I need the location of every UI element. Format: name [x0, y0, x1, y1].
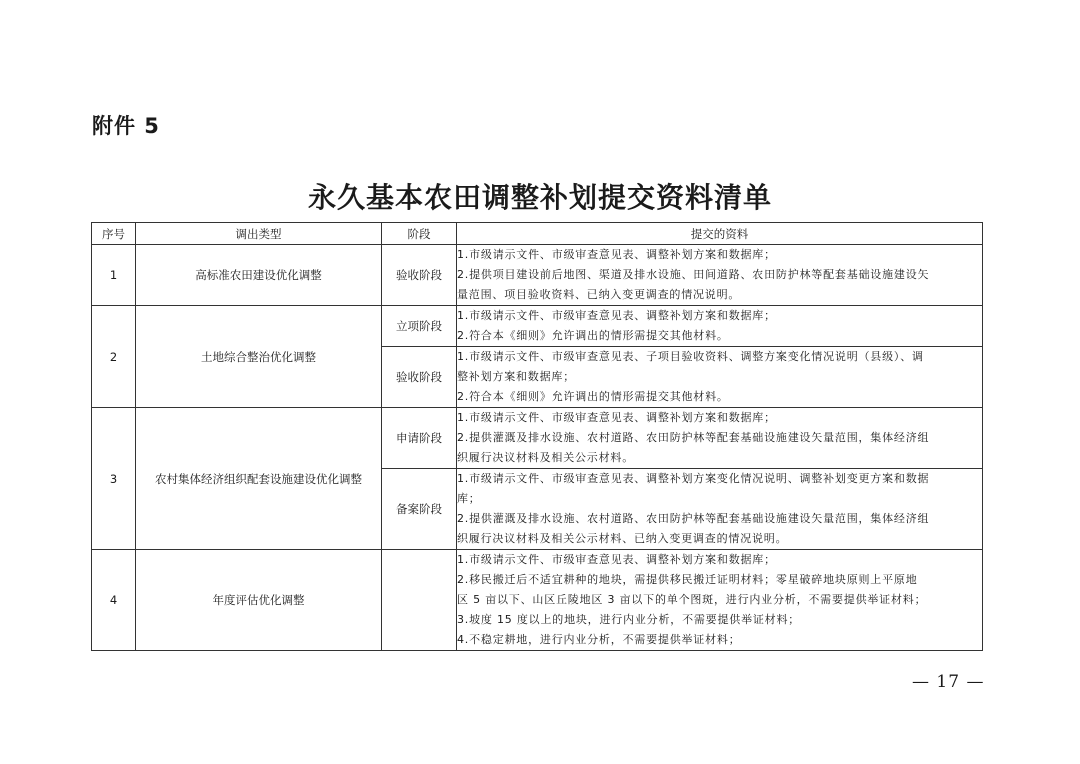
material-line: 1.市级请示文件、市级审查意见表、调整补划方案变化情况说明、调整补划变更方案和数据 [457, 472, 930, 485]
row-number: 3 [92, 408, 136, 550]
material-line: 1.市级请示文件、市级审查意见表、调整补划方案和数据库； [457, 309, 776, 322]
row-type: 农村集体经济组织配套设施建设优化调整 [136, 408, 382, 550]
table-row [92, 245, 983, 306]
material-line: 1.市级请示文件、市级审查意见表、调整补划方案和数据库； [457, 553, 776, 566]
row-materials [457, 347, 983, 408]
material-line: 量范围、项目验收资料、已纳入变更调查的情况说明。 [457, 288, 741, 301]
row-materials [457, 408, 983, 469]
row-stage: 申请阶段 [382, 408, 457, 469]
material-line: 织履行决议材料及相关公示材料。 [457, 451, 634, 464]
material-line: 2.移民搬迁后不适宜耕种的地块，需提供移民搬迁证明材料；零星破碎地块原则上平原地 [457, 573, 918, 586]
table-row [92, 408, 983, 469]
row-type: 土地综合整治优化调整 [136, 306, 382, 408]
materials-table [91, 222, 983, 651]
header-type: 调出类型 [136, 223, 382, 245]
material-line: 1.市级请示文件、市级审查意见表、调整补划方案和数据库； [457, 411, 776, 424]
row-materials [457, 306, 983, 347]
material-line: 2.提供灌溉及排水设施、农村道路、农田防护林等配套基础设施建设矢量范围，集体经济组 [457, 512, 930, 525]
row-stage: 立项阶段 [382, 306, 457, 347]
row-number: 1 [92, 245, 136, 306]
row-number: 4 [92, 550, 136, 651]
header-materials: 提交的资料 [457, 223, 983, 245]
material-line: 4.不稳定耕地，进行内业分析，不需要提供举证材料； [457, 633, 741, 646]
row-type: 年度评估优化调整 [136, 550, 382, 651]
material-line: 2.符合本《细则》允许调出的情形需提交其他材料。 [457, 390, 729, 403]
table-row [92, 306, 983, 347]
material-line: 1.市级请示文件、市级审查意见表、调整补划方案和数据库； [457, 248, 776, 261]
material-line: 整补划方案和数据库； [457, 370, 575, 383]
row-stage: 验收阶段 [382, 347, 457, 408]
row-materials [457, 550, 983, 651]
row-type: 高标准农田建设优化调整 [136, 245, 382, 306]
material-line: 1.市级请示文件、市级审查意见表、子项目验收资料、调整方案变化情况说明（县级）、调 [457, 350, 924, 363]
row-stage: 验收阶段 [382, 245, 457, 306]
table-row [92, 550, 983, 651]
row-stage [382, 550, 457, 651]
material-line: 库； [457, 492, 481, 505]
attachment-label: 附件 5 [92, 114, 160, 138]
row-materials [457, 245, 983, 306]
row-materials [457, 469, 983, 550]
document-title: 永久基本农田调整补划提交资料清单 [307, 181, 772, 214]
header-stage: 阶段 [382, 223, 457, 245]
material-line: 3.坡度 15 度以上的地块，进行内业分析，不需要提供举证材料； [457, 613, 801, 626]
material-line: 2.提供项目建设前后地图、渠道及排水设施、田间道路、农田防护林等配套基础设施建设矢 [457, 268, 930, 281]
table-header-row [92, 223, 983, 245]
material-line: 2.符合本《细则》允许调出的情形需提交其他材料。 [457, 329, 729, 342]
material-line: 2.提供灌溉及排水设施、农村道路、农田防护林等配套基础设施建设矢量范围，集体经济组 [457, 431, 930, 444]
row-stage: 备案阶段 [382, 469, 457, 550]
material-line: 区 5 亩以下、山区丘陵地区 3 亩以下的单个图斑，进行内业分析，不需要提供举证材料； [457, 593, 927, 606]
page-number: — 17 — [912, 672, 985, 692]
header-no: 序号 [92, 223, 136, 245]
material-line: 织履行决议材料及相关公示材料、已纳入变更调查的情况说明。 [457, 532, 788, 545]
row-number: 2 [92, 306, 136, 408]
